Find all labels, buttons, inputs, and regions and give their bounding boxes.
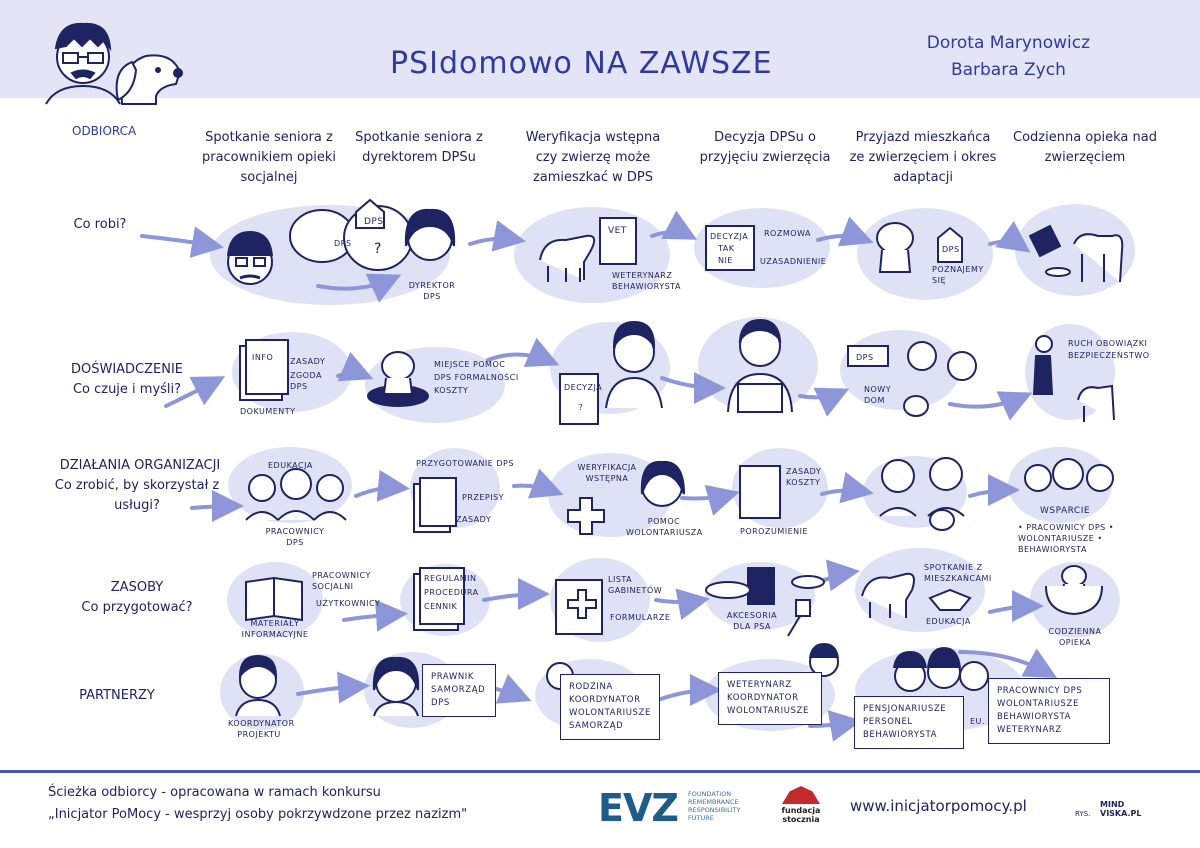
row-label-2b: Co czuje i myśli? — [72, 382, 182, 397]
row-label-1: Co robi? — [73, 217, 127, 232]
footer-divider — [0, 770, 1200, 773]
social-workers-label: PRACOWNICY SOCJALNI — [312, 571, 371, 591]
education-label: EDUKACJA — [268, 461, 313, 470]
row-label-3a: DZIAŁANIA ORGANIZACJI — [59, 458, 221, 473]
evz-logo: EVZ — [598, 786, 678, 830]
footer-line-1: Ścieżka odbiorcy - opracowana w ramach konkursu — [48, 785, 381, 800]
lawyer-note: PRAWNIK SAMORZĄD DPS — [422, 664, 496, 717]
mindviska-logo: MIND VISKA.PL — [1100, 800, 1142, 818]
stage-5: Przyjazd mieszkańca ze zwierzęciem i okres adaptacji — [849, 130, 997, 185]
director-label: DYREKTOR DPS — [408, 281, 456, 301]
volunteer-help-label: POMOC WOLONTARIUSZA — [626, 517, 703, 537]
documents-icon — [240, 340, 288, 400]
consent-label: ZGODA DPS — [290, 371, 322, 391]
author-man-icon — [46, 24, 120, 104]
talk-label: ROZMOWA — [764, 229, 811, 238]
info-materials-label: MATERIAŁY INFORMACYJNE — [241, 619, 309, 639]
coordinator-icon — [236, 656, 280, 716]
rules-label: ZASADY — [290, 357, 326, 366]
final-partners-note: PRACOWNICY DPS WOLONTARIUSZE BEHAWIORYSTA WETERYNARZ — [988, 678, 1110, 744]
senior-icon — [228, 232, 272, 284]
info-label: INFO — [252, 353, 274, 362]
movement-label: RUCH OBOWIĄZKI BEZPIECZEŃSTWO — [1068, 339, 1150, 360]
author-1: Dorota Marynowicz — [926, 33, 1090, 53]
page-title: PSIdomowo NA ZAWSZE — [390, 46, 773, 81]
vet-behaviorist-label: WETERYNARZ BEHAWIORYSTA — [612, 271, 681, 291]
users-label: UŻYTKOWNICY — [316, 599, 381, 608]
dps-sign-label: DPS — [856, 353, 874, 362]
question-mark: ? — [374, 241, 382, 257]
author-dog-icon — [117, 55, 182, 104]
row-label-3b: Co zrobić, by skorzystał z usługi? — [54, 478, 220, 513]
row-label-2a: DOŚWIADCZENIE — [70, 362, 184, 377]
row-label-4a: ZASOBY — [110, 580, 164, 595]
accessories-label: AKCESORIA DLA PSA — [726, 611, 778, 631]
authors — [927, 30, 1090, 84]
decision-q-label: DECYZJA ? — [564, 383, 603, 412]
eu-label: EU. — [970, 717, 985, 726]
staff-label: PRACOWNICY DPS — [265, 527, 325, 547]
fundacja-logo — [778, 786, 824, 824]
clipboard-icon — [556, 580, 602, 634]
stage-4: Decyzja DPSu o przyjęciu zwierzęcia — [699, 130, 831, 165]
support-label: WSPARCIE — [1040, 506, 1091, 516]
row-label-4b: Co przygotować? — [81, 600, 193, 615]
meet-label: POZNAJEMY SIĘ — [932, 265, 984, 285]
footer-line-2: „Inicjator PoMocy - wesprzyj osoby pokrzywdzone przez nazizm" — [48, 807, 468, 822]
clinic-list-label: LISTA GABINETÓW — [608, 575, 663, 595]
daily-care-label: CODZIENNA OPIEKA — [1048, 627, 1102, 647]
dps-bubble-label: DPS — [334, 239, 352, 248]
stage-3: Weryfikacja wstępna czy zwierzę może zamieszkać w DPS — [525, 130, 661, 185]
rules-costs-label: ZASADY KOSZTY — [786, 467, 822, 487]
family-note: RODZINA KOORDYNATOR WOLONTARIUSZE SAMORZĄD — [560, 674, 660, 740]
regulations-doc-label: REGULAMIN PROCEDURA CENNIK — [424, 574, 479, 611]
stage-1: Spotkanie seniora z pracownikiem opieki socjalnej — [201, 130, 337, 185]
dps-house-label: DPS — [364, 217, 384, 227]
vet-coord-note: WETERYNARZ KOORDYNATOR WOLONTARIUSZE — [718, 672, 822, 725]
author-2: Barbara Zych — [950, 60, 1066, 80]
documents-label: DOKUMENTY — [240, 407, 296, 416]
evz-subtitle: FOUNDATION REMEMBRANCE RESPONSIBILITY FUTURE — [688, 790, 741, 822]
stage-2: Spotkanie seniora z dyrektorem DPSu — [355, 130, 483, 165]
preparation-label: PRZYGOTOWANIE DPS — [416, 459, 514, 468]
footer-text — [48, 782, 467, 826]
new-home-label: NOWY DOM — [864, 385, 892, 405]
residents-note: PENSJONARIUSZE PERSONEL BEHAWIORYSTA — [854, 696, 964, 749]
coordinator-label: KOORDYNATOR PROJEKTU — [228, 719, 295, 739]
place-help-label: MIEJSCE POMOC DPS FORMALNOŚCI KOSZTY — [434, 360, 519, 395]
dps-house-label-2: DPS — [942, 245, 960, 254]
no-label: NIE — [718, 256, 733, 265]
agreement-doc-icon — [740, 466, 780, 518]
education-label-2: EDUKACJA — [926, 617, 971, 626]
row-label-5: PARTNERZY — [79, 688, 155, 703]
staff-icon — [246, 469, 346, 520]
justification-label: UZASADNIENIE — [760, 257, 827, 266]
website-link[interactable]: www.inicjatorpomocy.pl — [850, 797, 1027, 815]
director-icon — [406, 210, 454, 260]
resident-meeting-label: SPOTKANIE Z MIESZKAŃCAMI — [924, 563, 992, 583]
yes-label: TAK — [718, 244, 735, 253]
rules-label-2: ZASADY — [456, 515, 492, 524]
forms-label: FORMULARZE — [610, 613, 671, 622]
fundacja-text: fundacja stocznia — [781, 806, 821, 824]
agreement-label: POROZUMIENIE — [740, 527, 809, 536]
info-book-icon — [246, 578, 302, 620]
support-list: • PRACOWNICY DPS • WOLONTARIUSZE • BEHAWIORYSTA — [1018, 523, 1114, 554]
stage-6: Codzienna opieka nad zwierzęciem — [1013, 130, 1157, 165]
drawing-credit: RYS. — [1075, 810, 1091, 818]
regulations-label: PRZEPISY — [462, 493, 505, 502]
lawyer-icon — [374, 658, 418, 716]
prep-docs-icon — [414, 478, 456, 532]
verification-label: WERYFIKACJA WSTĘPNA — [577, 463, 637, 483]
fundacja-shape-icon — [782, 786, 820, 804]
recipient-label: ODBIORCA — [72, 124, 137, 138]
vet-label: VET — [608, 226, 627, 236]
decision-label: DECYZJA — [710, 232, 749, 241]
